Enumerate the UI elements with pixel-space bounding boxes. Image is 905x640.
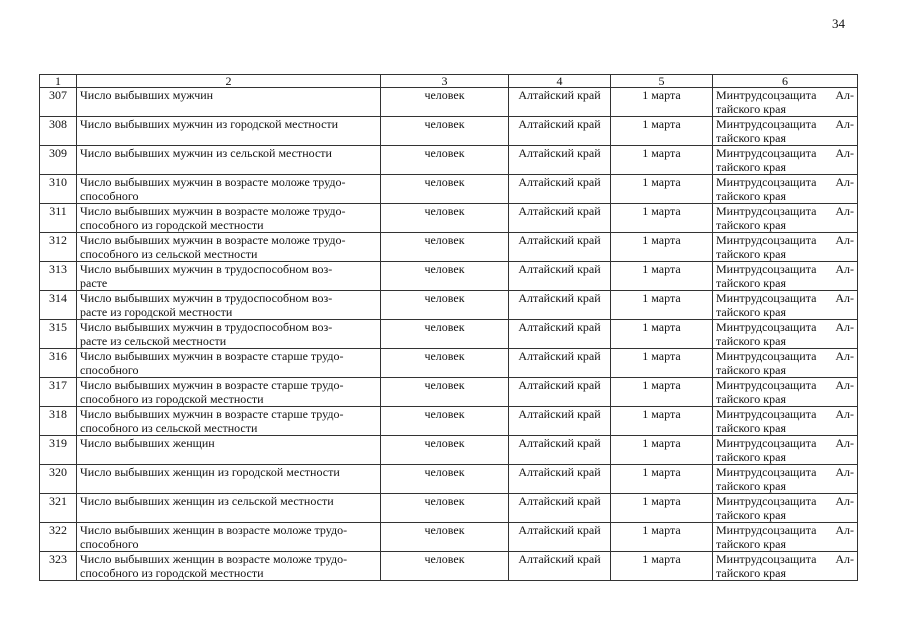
responsible-line-1 <box>716 523 854 537</box>
territory-text: Алтайский край <box>518 233 601 247</box>
territory-text: Алтайский край <box>518 88 601 102</box>
indicator-name-line-2: способного из городской местности <box>80 392 264 406</box>
unit-text: человек <box>424 320 465 334</box>
responsible-cell <box>713 117 858 146</box>
responsible-line-2: тайского края <box>716 566 786 580</box>
deadline-cell <box>611 552 713 581</box>
indicator-table <box>39 74 858 581</box>
responsible-org-hyphen: Ал- <box>835 262 854 276</box>
responsible-line-1 <box>716 436 854 450</box>
responsible-cell <box>713 494 858 523</box>
row-number <box>40 465 77 494</box>
indicator-name-line-1: Число выбывших мужчин в возрасте моложе трудо- <box>80 204 346 218</box>
unit-cell <box>381 146 509 175</box>
responsible-org: Минтрудсоцзащита <box>716 523 817 537</box>
indicator-name-line-1: Число выбывших мужчин в возрасте старше трудо- <box>80 349 344 363</box>
responsible-line-2: тайского края <box>716 131 786 145</box>
responsible-line-2: тайского края <box>716 189 786 203</box>
responsible-cell <box>713 175 858 204</box>
responsible-cell <box>713 291 858 320</box>
row-number-text: 315 <box>49 320 67 334</box>
responsible-line-2: тайского края <box>716 160 786 174</box>
responsible-cell <box>713 320 858 349</box>
row-number <box>40 523 77 552</box>
responsible-org-hyphen: Ал- <box>835 436 854 450</box>
responsible-line-2: тайского края <box>716 305 786 319</box>
deadline-text: 1 марта <box>642 436 681 450</box>
unit-text: человек <box>424 465 465 479</box>
indicator-name <box>77 552 381 581</box>
row-number-text: 313 <box>49 262 67 276</box>
deadline-text: 1 марта <box>642 117 681 131</box>
responsible-org: Минтрудсоцзащита <box>716 146 817 160</box>
row-number-text: 309 <box>49 146 67 160</box>
row-number <box>40 233 77 262</box>
table-row <box>40 291 858 320</box>
territory-text: Алтайский край <box>518 291 601 305</box>
unit-cell <box>381 320 509 349</box>
responsible-org-hyphen: Ал- <box>835 349 854 363</box>
indicator-name-line-1: Число выбывших мужчин в возрасте старше трудо- <box>80 407 344 421</box>
responsible-org: Минтрудсоцзащита <box>716 436 817 450</box>
indicator-name <box>77 146 381 175</box>
responsible-line-2: тайского края <box>716 363 786 377</box>
row-number-text: 316 <box>49 349 67 363</box>
deadline-text: 1 марта <box>642 88 681 102</box>
indicator-name <box>77 204 381 233</box>
deadline-text: 1 марта <box>642 407 681 421</box>
indicator-name-line-2: способного из городской местности <box>80 218 264 232</box>
responsible-cell <box>713 233 858 262</box>
row-number-text: 310 <box>49 175 67 189</box>
responsible-org-hyphen: Ал- <box>835 465 854 479</box>
row-number-text: 312 <box>49 233 67 247</box>
territory-text: Алтайский край <box>518 465 601 479</box>
unit-cell <box>381 465 509 494</box>
row-number <box>40 552 77 581</box>
responsible-org: Минтрудсоцзащита <box>716 465 817 479</box>
table-row <box>40 175 858 204</box>
responsible-cell <box>713 349 858 378</box>
indicator-name-line-1: Число выбывших мужчин <box>80 88 214 102</box>
unit-text: человек <box>424 204 465 218</box>
responsible-line-2: тайского края <box>716 276 786 290</box>
deadline-cell <box>611 262 713 291</box>
indicator-name-line-1: Число выбывших женщин из сельской местности <box>80 494 334 508</box>
row-number <box>40 117 77 146</box>
responsible-line-2: тайского края <box>716 479 786 493</box>
row-number <box>40 378 77 407</box>
column-number-6: 6 <box>713 75 858 88</box>
responsible-line-1 <box>716 146 854 160</box>
indicator-name <box>77 494 381 523</box>
deadline-cell <box>611 320 713 349</box>
responsible-org: Минтрудсоцзащита <box>716 88 817 102</box>
responsible-line-2: тайского края <box>716 537 786 551</box>
territory-cell <box>509 407 611 436</box>
unit-text: человек <box>424 552 465 566</box>
deadline-cell <box>611 407 713 436</box>
indicator-name-line-2: способного из сельской местности <box>80 247 258 261</box>
indicator-name-line-1: Число выбывших женщин в возрасте моложе трудо- <box>80 552 348 566</box>
territory-text: Алтайский край <box>518 117 601 131</box>
table-row <box>40 407 858 436</box>
responsible-line-2: тайского края <box>716 421 786 435</box>
indicator-name <box>77 523 381 552</box>
responsible-line-1 <box>716 378 854 392</box>
unit-text: человек <box>424 349 465 363</box>
deadline-text: 1 марта <box>642 378 681 392</box>
responsible-line-1 <box>716 175 854 189</box>
territory-cell <box>509 204 611 233</box>
responsible-org-hyphen: Ал- <box>835 88 854 102</box>
row-number-text: 322 <box>49 523 67 537</box>
indicator-name <box>77 465 381 494</box>
unit-cell <box>381 523 509 552</box>
responsible-cell <box>713 436 858 465</box>
deadline-text: 1 марта <box>642 204 681 218</box>
row-number <box>40 291 77 320</box>
territory-text: Алтайский край <box>518 175 601 189</box>
responsible-line-1 <box>716 233 854 247</box>
unit-text: человек <box>424 291 465 305</box>
table-row <box>40 117 858 146</box>
unit-cell <box>381 291 509 320</box>
territory-cell <box>509 146 611 175</box>
unit-text: человек <box>424 436 465 450</box>
deadline-cell <box>611 175 713 204</box>
indicator-name-line-1: Число выбывших женщин из городской местности <box>80 465 340 479</box>
deadline-cell <box>611 204 713 233</box>
indicator-name <box>77 117 381 146</box>
deadline-cell <box>611 436 713 465</box>
deadline-cell <box>611 146 713 175</box>
indicator-name <box>77 233 381 262</box>
unit-cell <box>381 407 509 436</box>
responsible-org: Минтрудсоцзащита <box>716 262 817 276</box>
responsible-org-hyphen: Ал- <box>835 175 854 189</box>
unit-text: человек <box>424 262 465 276</box>
territory-text: Алтайский край <box>518 378 601 392</box>
table-row <box>40 349 858 378</box>
indicator-name-line-2: способного <box>80 189 139 203</box>
unit-cell <box>381 233 509 262</box>
responsible-org-hyphen: Ал- <box>835 320 854 334</box>
responsible-org: Минтрудсоцзащита <box>716 349 817 363</box>
indicator-name-line-2: способного из сельской местности <box>80 421 258 435</box>
indicator-name <box>77 349 381 378</box>
responsible-line-1 <box>716 204 854 218</box>
indicator-name <box>77 407 381 436</box>
deadline-text: 1 марта <box>642 494 681 508</box>
table-row <box>40 465 858 494</box>
column-number-2: 2 <box>77 75 381 88</box>
responsible-line-1 <box>716 407 854 421</box>
responsible-cell <box>713 552 858 581</box>
deadline-text: 1 марта <box>642 523 681 537</box>
responsible-line-1 <box>716 349 854 363</box>
indicator-name-line-2: расте из сельской местности <box>80 334 227 348</box>
indicator-name-line-1: Число выбывших мужчин из городской местности <box>80 117 339 131</box>
row-number <box>40 349 77 378</box>
territory-text: Алтайский край <box>518 262 601 276</box>
deadline-text: 1 марта <box>642 175 681 189</box>
indicator-name-line-1: Число выбывших мужчин в трудоспособном воз- <box>80 262 333 276</box>
indicator-name-line-1: Число выбывших мужчин в трудоспособном воз- <box>80 320 333 334</box>
responsible-org: Минтрудсоцзащита <box>716 117 817 131</box>
responsible-org: Минтрудсоцзащита <box>716 291 817 305</box>
deadline-text: 1 марта <box>642 233 681 247</box>
unit-cell <box>381 349 509 378</box>
deadline-cell <box>611 494 713 523</box>
responsible-line-2: тайского края <box>716 247 786 261</box>
responsible-org: Минтрудсоцзащита <box>716 407 817 421</box>
territory-text: Алтайский край <box>518 523 601 537</box>
column-number-3: 3 <box>381 75 509 88</box>
responsible-line-1 <box>716 494 854 508</box>
unit-cell <box>381 436 509 465</box>
responsible-line-1 <box>716 291 854 305</box>
row-number <box>40 262 77 291</box>
deadline-text: 1 марта <box>642 146 681 160</box>
table-row <box>40 320 858 349</box>
unit-cell <box>381 262 509 291</box>
deadline-text: 1 марта <box>642 552 681 566</box>
responsible-cell <box>713 262 858 291</box>
table-row <box>40 146 858 175</box>
responsible-line-2: тайского края <box>716 450 786 464</box>
territory-cell <box>509 320 611 349</box>
responsible-org-hyphen: Ал- <box>835 552 854 566</box>
row-number-text: 308 <box>49 117 67 131</box>
indicator-name-line-1: Число выбывших мужчин в возрасте старше трудо- <box>80 378 344 392</box>
indicator-name <box>77 88 381 117</box>
responsible-line-1 <box>716 320 854 334</box>
responsible-org: Минтрудсоцзащита <box>716 378 817 392</box>
deadline-text: 1 марта <box>642 349 681 363</box>
responsible-line-2: тайского края <box>716 508 786 522</box>
indicator-name <box>77 320 381 349</box>
unit-text: человек <box>424 146 465 160</box>
responsible-org: Минтрудсоцзащита <box>716 320 817 334</box>
territory-cell <box>509 88 611 117</box>
indicator-name-line-1: Число выбывших мужчин в возрасте моложе трудо- <box>80 175 346 189</box>
responsible-line-1 <box>716 262 854 276</box>
unit-cell <box>381 494 509 523</box>
territory-cell <box>509 291 611 320</box>
row-number-text: 318 <box>49 407 67 421</box>
indicator-name-line-2: расте из городской местности <box>80 305 233 319</box>
indicator-name <box>77 175 381 204</box>
table-row <box>40 88 858 117</box>
responsible-org: Минтрудсоцзащита <box>716 204 817 218</box>
responsible-cell <box>713 523 858 552</box>
responsible-org: Минтрудсоцзащита <box>716 233 817 247</box>
row-number-text: 311 <box>49 204 67 218</box>
territory-cell <box>509 523 611 552</box>
indicator-name <box>77 262 381 291</box>
table-row <box>40 262 858 291</box>
responsible-org-hyphen: Ал- <box>835 378 854 392</box>
responsible-cell <box>713 407 858 436</box>
responsible-org: Минтрудсоцзащита <box>716 552 817 566</box>
unit-text: человек <box>424 88 465 102</box>
row-number-text: 314 <box>49 291 67 305</box>
row-number <box>40 320 77 349</box>
unit-text: человек <box>424 175 465 189</box>
table-row <box>40 523 858 552</box>
unit-text: человек <box>424 407 465 421</box>
responsible-line-2: тайского края <box>716 334 786 348</box>
unit-cell <box>381 117 509 146</box>
indicator-name-line-2: способного <box>80 363 139 377</box>
column-number-4: 4 <box>509 75 611 88</box>
territory-text: Алтайский край <box>518 204 601 218</box>
unit-cell <box>381 552 509 581</box>
row-number-text: 320 <box>49 465 67 479</box>
deadline-text: 1 марта <box>642 262 681 276</box>
responsible-cell <box>713 465 858 494</box>
responsible-org-hyphen: Ал- <box>835 407 854 421</box>
territory-cell <box>509 175 611 204</box>
row-number-text: 317 <box>49 378 67 392</box>
responsible-org-hyphen: Ал- <box>835 523 854 537</box>
table-row <box>40 233 858 262</box>
table-row <box>40 552 858 581</box>
unit-cell <box>381 378 509 407</box>
row-number <box>40 407 77 436</box>
territory-cell <box>509 378 611 407</box>
territory-text: Алтайский край <box>518 349 601 363</box>
responsible-line-1 <box>716 88 854 102</box>
responsible-line-1 <box>716 552 854 566</box>
row-number <box>40 436 77 465</box>
unit-text: человек <box>424 233 465 247</box>
territory-text: Алтайский край <box>518 407 601 421</box>
responsible-cell <box>713 88 858 117</box>
territory-cell <box>509 494 611 523</box>
unit-cell <box>381 204 509 233</box>
deadline-cell <box>611 465 713 494</box>
responsible-org-hyphen: Ал- <box>835 291 854 305</box>
responsible-cell <box>713 204 858 233</box>
responsible-org-hyphen: Ал- <box>835 146 854 160</box>
territory-text: Алтайский край <box>518 494 601 508</box>
responsible-line-1 <box>716 465 854 479</box>
responsible-org-hyphen: Ал- <box>835 117 854 131</box>
row-number <box>40 204 77 233</box>
deadline-cell <box>611 349 713 378</box>
column-number-row <box>40 75 858 88</box>
deadline-text: 1 марта <box>642 320 681 334</box>
unit-cell <box>381 175 509 204</box>
indicator-name-line-1: Число выбывших мужчин в трудоспособном воз- <box>80 291 333 305</box>
deadline-cell <box>611 233 713 262</box>
responsible-org: Минтрудсоцзащита <box>716 175 817 189</box>
row-number <box>40 146 77 175</box>
territory-text: Алтайский край <box>518 146 601 160</box>
responsible-line-2: тайского края <box>716 392 786 406</box>
responsible-org-hyphen: Ал- <box>835 204 854 218</box>
row-number-text: 321 <box>49 494 67 508</box>
column-number-5: 5 <box>611 75 713 88</box>
row-number <box>40 175 77 204</box>
indicator-name <box>77 436 381 465</box>
unit-text: человек <box>424 117 465 131</box>
indicator-name-line-1: Число выбывших женщин <box>80 436 215 450</box>
row-number <box>40 494 77 523</box>
responsible-line-2: тайского края <box>716 218 786 232</box>
indicator-name <box>77 291 381 320</box>
row-number <box>40 88 77 117</box>
deadline-cell <box>611 117 713 146</box>
deadline-cell <box>611 523 713 552</box>
territory-cell <box>509 465 611 494</box>
deadline-cell <box>611 291 713 320</box>
indicator-name-line-1: Число выбывших мужчин в возрасте моложе трудо- <box>80 233 346 247</box>
unit-text: человек <box>424 378 465 392</box>
indicator-name-line-2: расте <box>80 276 108 290</box>
table-row <box>40 494 858 523</box>
deadline-text: 1 марта <box>642 291 681 305</box>
territory-text: Алтайский край <box>518 552 601 566</box>
table-row <box>40 378 858 407</box>
responsible-line-2: тайского края <box>716 102 786 116</box>
responsible-cell <box>713 378 858 407</box>
territory-cell <box>509 349 611 378</box>
unit-text: человек <box>424 494 465 508</box>
row-number-text: 319 <box>49 436 67 450</box>
territory-cell <box>509 436 611 465</box>
column-number-1: 1 <box>40 75 77 88</box>
territory-cell <box>509 233 611 262</box>
deadline-text: 1 марта <box>642 465 681 479</box>
row-number-text: 323 <box>49 552 67 566</box>
territory-cell <box>509 552 611 581</box>
indicator-name <box>77 378 381 407</box>
indicator-name-line-2: способного <box>80 537 139 551</box>
indicator-name-line-2: способного из городской местности <box>80 566 264 580</box>
responsible-org-hyphen: Ал- <box>835 494 854 508</box>
indicator-name-line-1: Число выбывших мужчин из сельской местности <box>80 146 332 160</box>
responsible-cell <box>713 146 858 175</box>
table-row <box>40 436 858 465</box>
territory-cell <box>509 117 611 146</box>
deadline-cell <box>611 88 713 117</box>
indicator-name-line-1: Число выбывших женщин в возрасте моложе трудо- <box>80 523 348 537</box>
territory-text: Алтайский край <box>518 320 601 334</box>
table-row <box>40 204 858 233</box>
territory-cell <box>509 262 611 291</box>
page-number: 34 <box>832 16 845 31</box>
territory-text: Алтайский край <box>518 436 601 450</box>
responsible-line-1 <box>716 117 854 131</box>
unit-text: человек <box>424 523 465 537</box>
deadline-cell <box>611 378 713 407</box>
unit-cell <box>381 88 509 117</box>
responsible-org: Минтрудсоцзащита <box>716 494 817 508</box>
responsible-org-hyphen: Ал- <box>835 233 854 247</box>
row-number-text: 307 <box>49 88 67 102</box>
